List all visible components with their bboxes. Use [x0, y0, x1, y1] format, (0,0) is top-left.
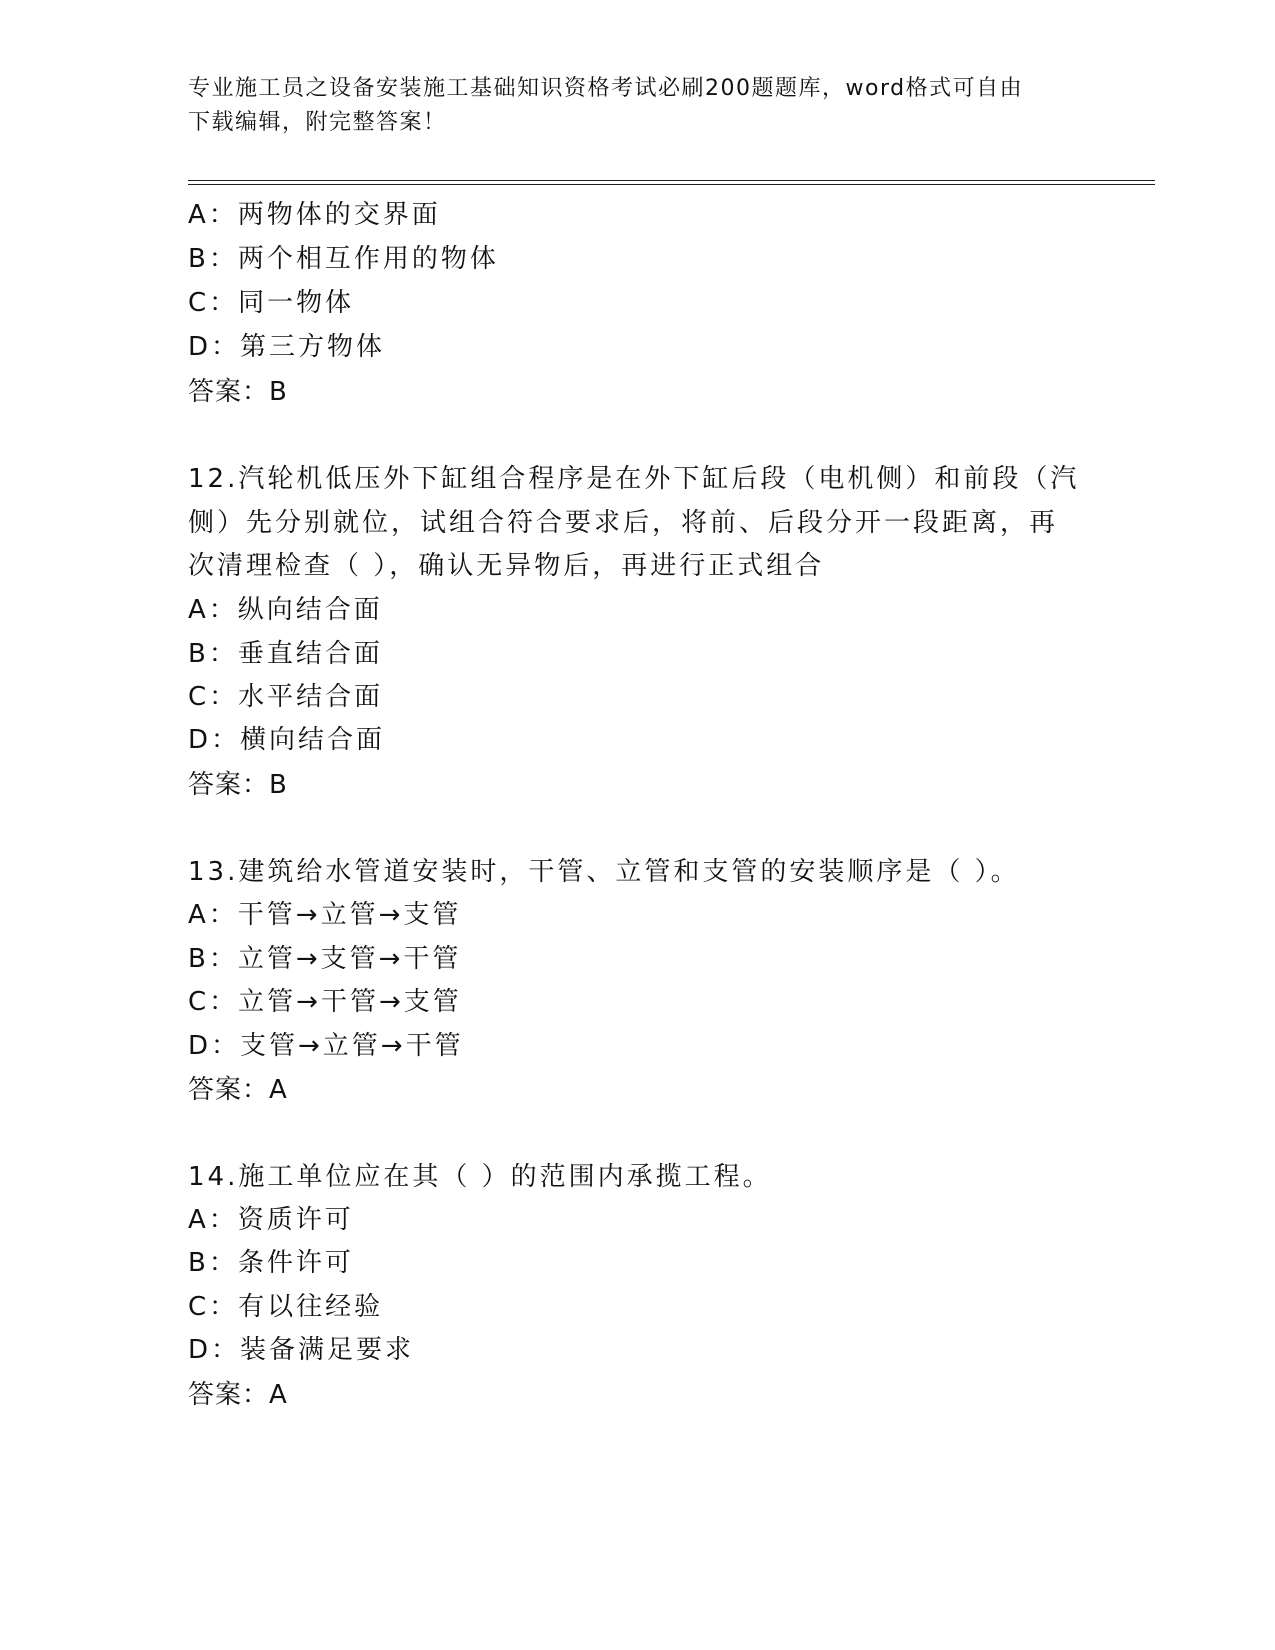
document-header	[188, 72, 1088, 140]
q14-option-d: D：装备满足要求	[188, 1335, 415, 1365]
q12-stem-line-3: 次清理检查（ ），确认无异物后，再进行正式组合	[188, 551, 825, 581]
q13-option-d: D：支管→立管→干管	[188, 1031, 464, 1061]
q12-option-d: D：横向结合面	[188, 725, 386, 755]
q14-option-c: C：有以往经验	[188, 1292, 384, 1322]
q11-option-b: B：两个相互作用的物体	[188, 244, 499, 274]
q12-stem-line-1: 12.汽轮机低压外下缸组合程序是在外下缸后段（电机侧）和前段（汽	[188, 464, 1080, 494]
header-line-2: 下载编辑，附完整答案！	[188, 110, 447, 135]
q13-option-c: C：立管→干管→支管	[188, 987, 462, 1017]
q12-option-a: A：纵向结合面	[188, 595, 383, 625]
q12-stem-line-2: 侧）先分别就位，试组合符合要求后，将前、后段分开一段距离，再	[188, 508, 1059, 538]
header-rule-top	[188, 180, 1155, 181]
q14-option-a: A：资质许可	[188, 1205, 354, 1235]
q13-option-a: A：干管→立管→支管	[188, 900, 462, 930]
q11-option-a: A：两物体的交界面	[188, 200, 441, 230]
q12-option-b: B：垂直结合面	[188, 639, 383, 669]
q13-stem-line-1: 13.建筑给水管道安装时，干管、立管和支管的安装顺序是（ ）。	[188, 857, 1020, 887]
q14-stem-line-1: 14.施工单位应在其（ ）的范围内承揽工程。	[188, 1162, 772, 1192]
q13-answer: 答案：A	[188, 1075, 288, 1105]
q11-option-c: C：同一物体	[188, 288, 355, 318]
q14-option-b: B：条件许可	[188, 1248, 354, 1278]
q14-answer: 答案：A	[188, 1380, 288, 1410]
header-rule-bottom	[188, 184, 1155, 185]
q13-option-b: B：立管→支管→干管	[188, 944, 462, 974]
q11-answer: 答案：B	[188, 377, 288, 407]
header-line-1: 专业施工员之设备安装施工基础知识资格考试必刷200题题库，word格式可自由	[188, 76, 1024, 101]
q11-option-d: D：第三方物体	[188, 332, 386, 362]
q12-option-c: C：水平结合面	[188, 682, 384, 712]
q12-answer: 答案：B	[188, 770, 288, 800]
